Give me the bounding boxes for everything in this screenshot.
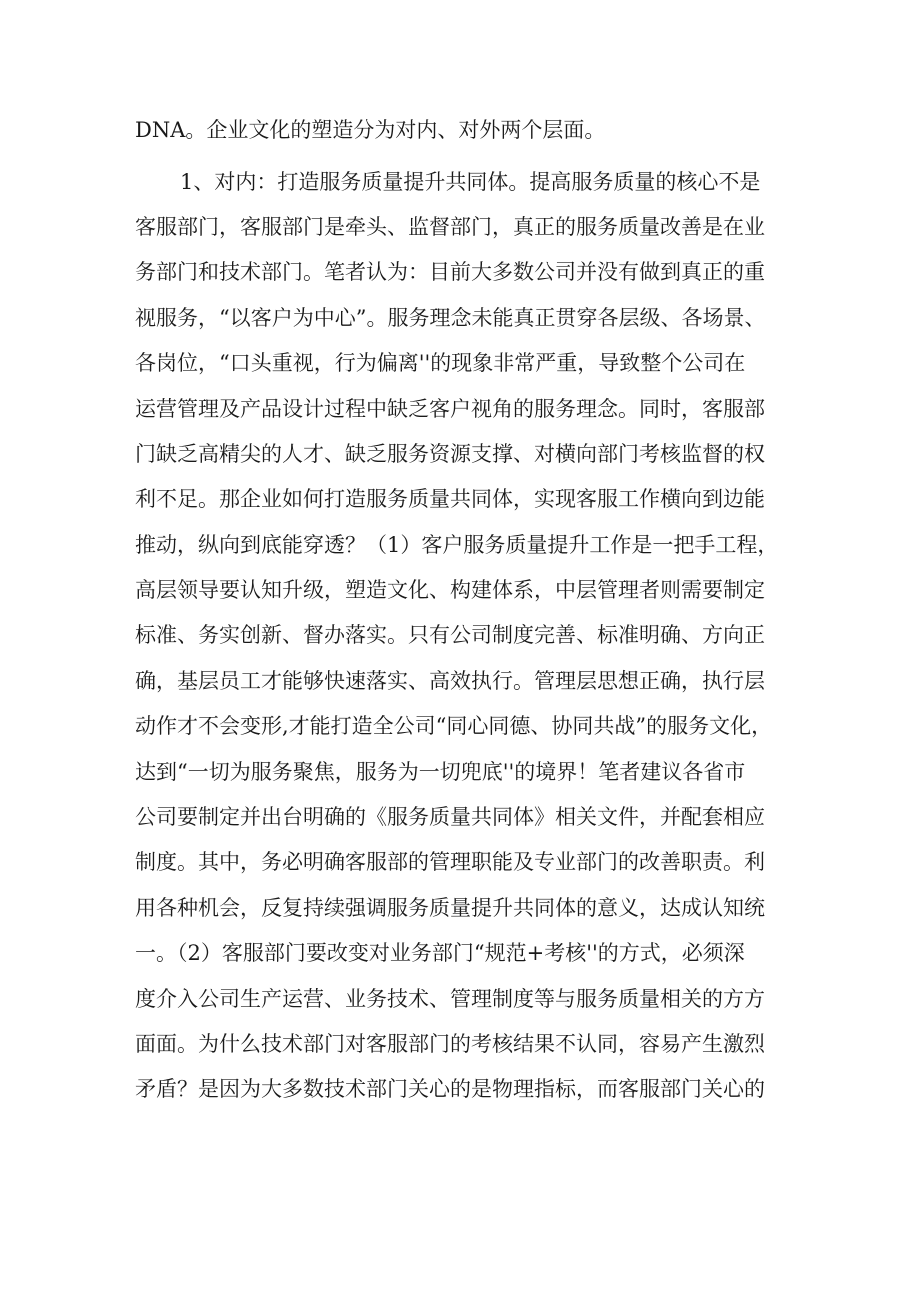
text-line: 推动，纵向到底能穿透？（1）客户服务质量提升工作是一把手工程，: [135, 533, 779, 557]
text-line: 度介入公司生产运营、业务技术、管理制度等与服务质量相关的方方: [135, 987, 765, 1011]
text-line: 面面。为什么技术部门对客服部门的考核结果不认同，容易产生激烈: [135, 1032, 765, 1056]
text-line: 标准、务实创新、督办落实。只有公司制度完善、标准明确、方向正: [135, 623, 765, 647]
text-line: 用各种机会，反复持续强调服务质量提升共同体的意义，达成认知统: [135, 896, 765, 920]
text-line: 各岗位，“口头重视，行为偏离''的现象非常严重，导致整个公司在: [135, 351, 746, 375]
text-line: 利不足。那企业如何打造服务质量共同体，实现客服工作横向到边能: [135, 487, 765, 511]
text-line: 矛盾？是因为大多数技术部门关心的是物理指标，而客服部门关心的: [135, 1077, 765, 1101]
text-line: 运营管理及产品设计过程中缺乏客户视角的服务理念。同时，客服部: [135, 397, 765, 421]
text-line: DNA。企业文化的塑造分为对内、对外两个层面。: [135, 118, 606, 142]
text-line: 客服部门，客服部门是牵头、监督部门，真正的服务质量改善是在业: [135, 215, 765, 239]
text-line: 确，基层员工才能够快速落实、高效执行。管理层思想正确，执行层: [135, 669, 765, 693]
text-line: 高层领导要认知升级，塑造文化、构建体系，中层管理者则需要制定: [135, 578, 765, 602]
text-line: 制度。其中，务必明确客服部的管理职能及专业部门的改善职责。利: [135, 850, 765, 874]
paragraph-first-line: 1、对内：打造服务质量提升共同体。提高服务质量的核心不是: [180, 170, 761, 194]
text-line: 动作才不会变形,才能打造全公司“同心同德、协同共战”的服务文化，: [135, 714, 773, 738]
text-line: 务部门和技术部门。笔者认为：目前大多数公司并没有做到真正的重: [135, 260, 765, 284]
text-line: 门缺乏高精尖的人才、缺乏服务资源支撑、对横向部门考核监督的权: [135, 442, 765, 466]
text-line: 公司要制定并出台明确的《服务质量共同体》相关文件，并配套相应: [135, 805, 765, 829]
text-line: 达到“一切为服务聚焦，服务为一切兜底''的境界！笔者建议各省市: [135, 760, 746, 784]
text-line: 视服务，“以客户为中心”。服务理念未能真正贯穿各层级、各场景、: [135, 306, 766, 330]
text-line: 一。（2）客服部门要改变对业务部门“规范+考核''的方式，必须深: [135, 941, 745, 965]
